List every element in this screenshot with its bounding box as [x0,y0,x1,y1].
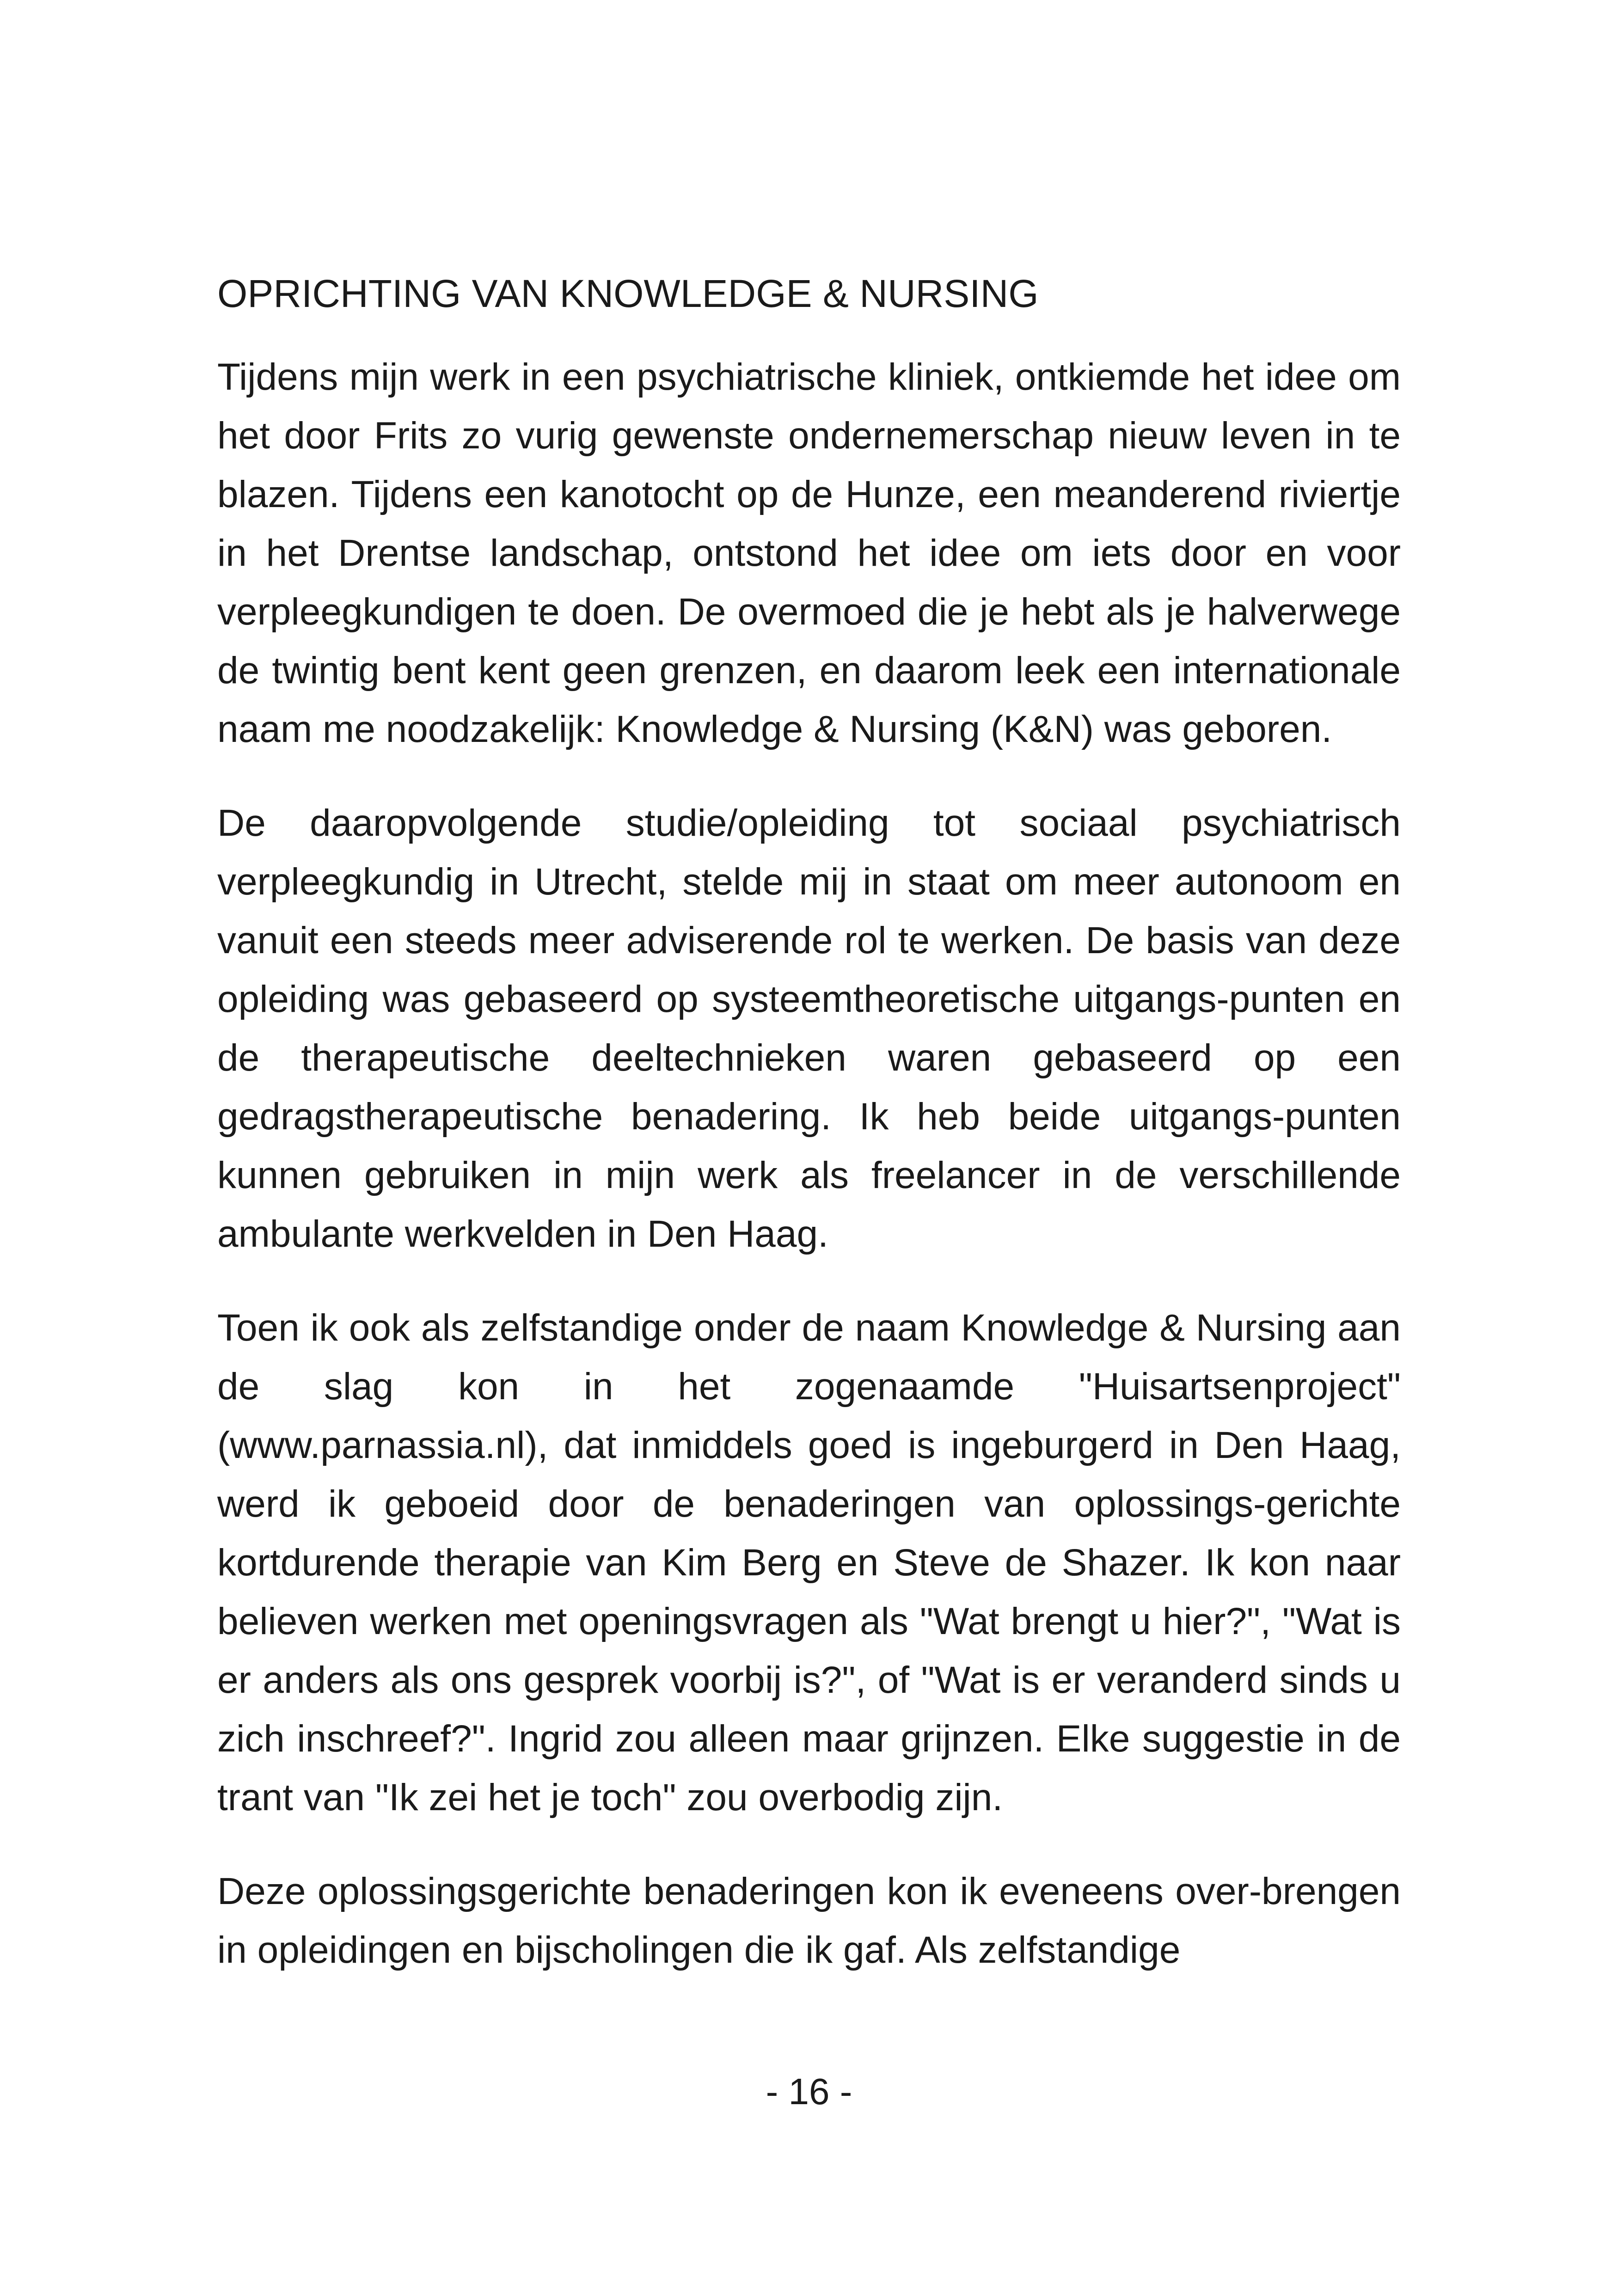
paragraph-4: Deze oplossingsgerichte benaderingen kon ik eveneens over-brengen in opleidingen en bijscholingen die ik gaf. Als zelfstandige [217,1870,1401,1971]
paragraph-3: Toen ik ook als zelfstandige onder de naam Knowledge & Nursing aan de slag kon in het zogenaamde "Huisartsenproject" (www.parnassia.nl), dat inmiddels goed is ingeburgerd in Den Haag, werd ik geboeid door de benaderingen van oplossings-gerichte kortdurende therapie van Kim Berg en Steve de Shazer. Ik kon naar believen werken met openingsvragen als "Wat brengt u hier?", "Wat is er anders als ons gesprek voorbij is?", of "Wat is er veranderd sinds u zich inschreef?". Ingrid zou alleen maar grijnzen. Elke suggestie in de trant van "Ik zei het je toch" zou overbodig zijn. [217,1307,1401,1818]
page-content [217,268,1401,1979]
paragraph-1: Tijdens mijn werk in een psychiatrische kliniek, ontkiemde het idee om het door Frits zo vurig gewenste ondernemerschap nieuw leven in te blazen. Tijdens een kanotocht op de Hunze, een meanderend riviertje in het Drentse landschap, ontstond het idee om iets door en voor verpleegkundigen te doen. De overmoed die je hebt als je halverwege de twintig bent kent geen grenzen, en daarom leek een internationale naam me noodzakelijk: Knowledge & Nursing (K&N) was geboren. [217,356,1401,750]
paragraph-2: De daaropvolgende studie/opleiding tot sociaal psychiatrisch verpleegkundig in Utrecht, stelde mij in staat om meer autonoom en vanuit een steeds meer adviserende rol te werken. De basis van deze opleiding was gebaseerd op systeemtheoretische uitgangs-punten en de therapeutische deeltechnieken waren gebaseerd op een gedragstherapeutische benadering. Ik heb beide uitgangs-punten kunnen gebruiken in mijn werk als freelancer in de verschillende ambulante werkvelden in Den Haag. [217,802,1401,1255]
page-number: - 16 - [766,2071,852,2112]
section-heading: OPRICHTING VAN KNOWLEDGE & NURSING [217,272,1039,315]
